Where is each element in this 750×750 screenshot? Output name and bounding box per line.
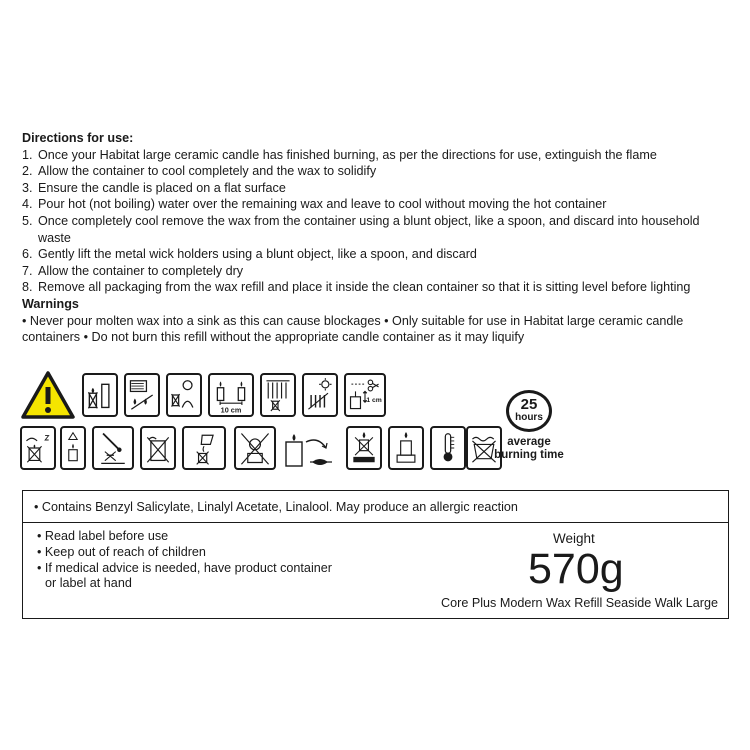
safety-icons	[20, 370, 490, 480]
no-moving-icon	[140, 426, 176, 470]
no-dishwasher-icon	[430, 426, 466, 470]
warning-triangle-icon	[20, 370, 76, 420]
extinguish-icon	[92, 426, 134, 470]
directions-list	[22, 147, 732, 296]
keep-from-children-icon	[166, 373, 202, 417]
no-sleeping-icon	[20, 426, 56, 470]
no-blowing-icon	[234, 426, 276, 470]
spacing-label: 10 cm	[220, 405, 242, 415]
list-item: 1. Once your Habitat large ceramic candle has finished burning, as per the directions for use, extinguish the flame	[22, 147, 657, 162]
no-flammables-icon	[82, 373, 118, 417]
list-item: • Keep out of reach of children	[37, 544, 206, 559]
divider	[23, 522, 728, 523]
directions-title: Directions for use:	[22, 131, 134, 145]
no-unattended-icon	[60, 426, 86, 470]
list-item: 2. Allow the container to cool completely and the wax to solidify	[22, 164, 377, 179]
warnings-text: • Never pour molten wax into a sink as this can cause blockages • Only suitable for use in Habitat large ceramic candle containers • Do not burn this refill without the appropriate candle container as it may liquify	[22, 313, 684, 345]
burning-time-circle	[506, 390, 552, 432]
burning-time-unit: hours	[515, 412, 543, 423]
list-item: 8. Remove all packaging from the wax refill and place it inside the clean container so that it is sitting level before lighting	[22, 280, 691, 295]
no-heat-source-icon	[302, 373, 338, 417]
heat-resistant-surface-icon	[346, 426, 382, 470]
no-drafts-icon	[124, 373, 160, 417]
directions-section	[22, 130, 732, 346]
weight-value: 570g	[528, 545, 624, 593]
trim-wick-1cm-icon	[344, 373, 386, 417]
product-name: Core Plus Modern Wax Refill Seaside Walk Large	[441, 596, 718, 610]
list-item: • Read label before use	[37, 529, 169, 543]
list-item: 3. Ensure the candle is placed on a flat surface	[22, 180, 286, 195]
warnings-title: Warnings	[22, 296, 79, 311]
trim-label: 1 cm	[366, 397, 382, 405]
list-item: 5. Once completely cool remove the wax from the container using a blunt object, like a spoon, and discard into household waste	[22, 213, 700, 245]
burning-time-caption: average burning time	[494, 436, 564, 461]
no-curtains-icon	[260, 373, 296, 417]
list-item: • If medical advice is needed, have product container	[37, 560, 332, 575]
allergy-statement: • Contains Benzyl Salicylate, Linalyl Acetate, Linalool. May produce an allergic reaction	[34, 500, 518, 514]
candle-spacing-10cm-icon	[208, 373, 254, 417]
list-item: 6. Gently lift the metal wick holders using a blunt object, like a spoon, and discard	[22, 247, 477, 262]
no-snuffing-icon	[282, 430, 342, 474]
product-info-panel	[22, 490, 729, 619]
list-item: or label at hand	[45, 576, 132, 591]
no-water-icon	[182, 426, 226, 470]
safety-list	[37, 529, 332, 592]
list-item: 4. Pour hot (not boiling) water over the remaining wax and leave to cool without moving the hot container	[22, 197, 607, 212]
burning-time-badge	[488, 390, 570, 462]
list-item: 7. Allow the container to completely dry	[22, 263, 244, 278]
temperature-icon	[388, 426, 424, 470]
weight-label: Weight	[553, 531, 595, 546]
burning-time-hours: 25	[520, 396, 538, 413]
